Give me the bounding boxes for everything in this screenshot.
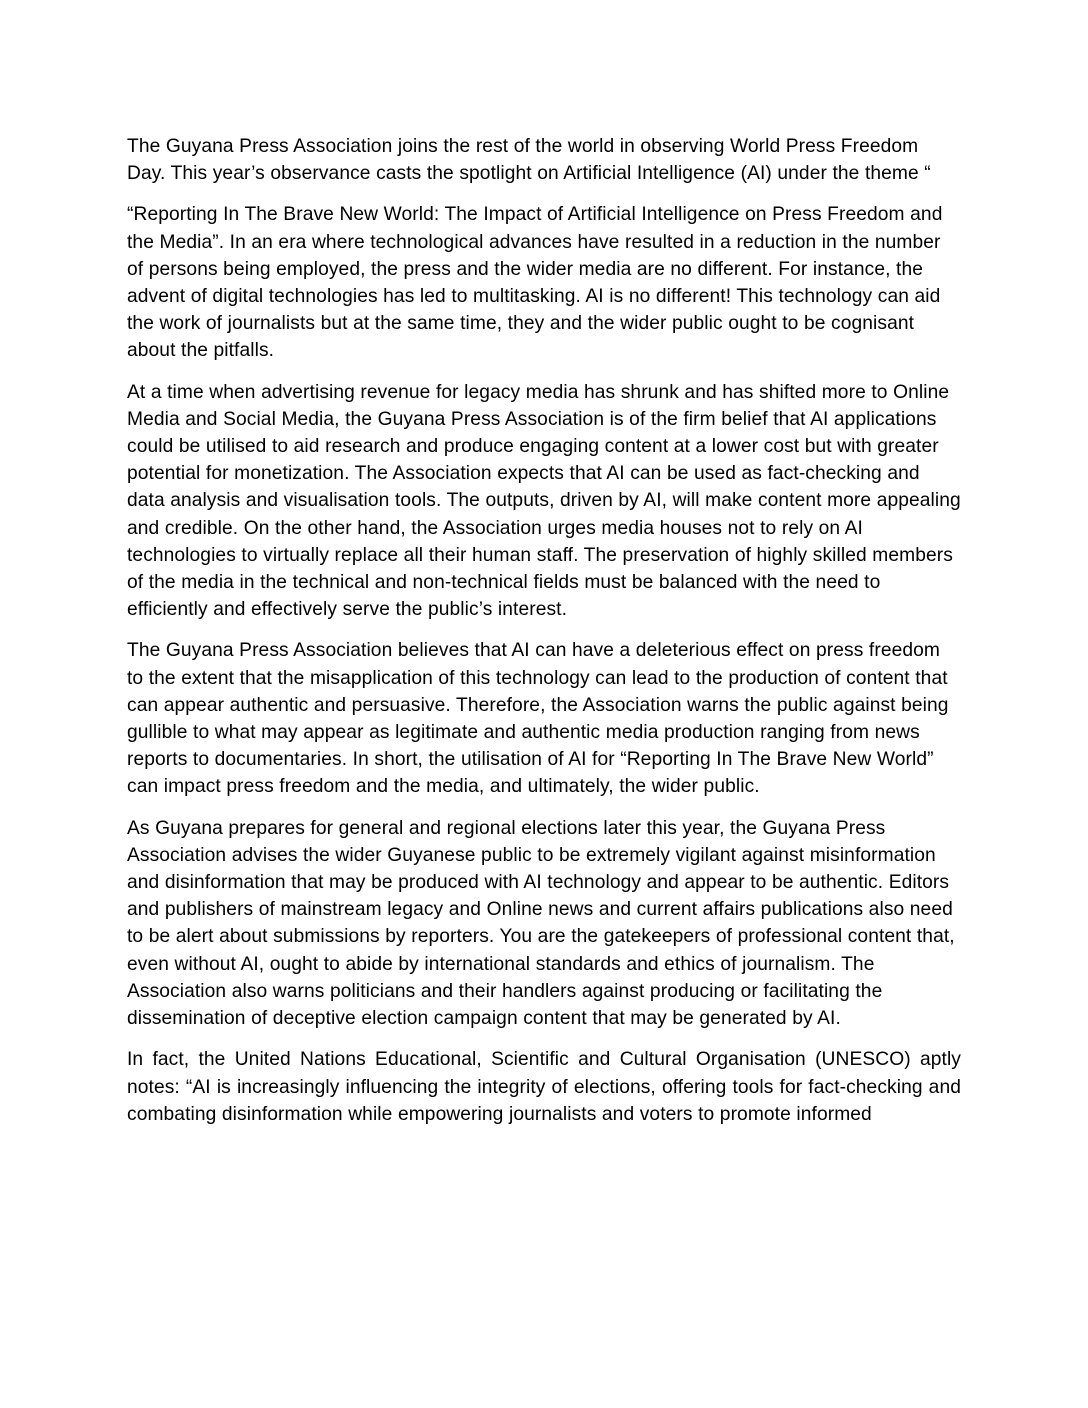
document-text-body — [127, 133, 967, 1128]
paragraph-2: “Reporting In The Brave New World: The Impact of Artificial Intelligence on Press Freedom and the Media”. In an era where technological advances have resulted in a reduction in the number of persons being employed, the press and the wider media are no different. For instance, the advent of digital technologies has led to multitasking. AI is no different! This technology can aid the work of journalists but at the same time, they and the wider public ought to be cognisant about the pitfalls. — [127, 204, 948, 362]
paragraph-4: The Guyana Press Association believes that AI can have a deleterious effect on press freedom to the extent that the misapplication of this technology can lead to the production of content that can appear authentic and persuasive. Therefore, the Association warns the public against being gullible to what may appear as legitimate and authentic media production ranging from news reports to documentaries. In short, the utilisation of AI for “Reporting In The Brave New World” can impact press freedom and the media, and ultimately, the wider public. — [127, 640, 955, 798]
paragraph-5: As Guyana prepares for general and regional elections later this year, the Guyana Press Association advises the wider Guyanese public to be extremely vigilant against misinformation and disinformation that may be produced with AI technology and appear to be authentic. Editors and publishers of mainstream legacy and Online news and current affairs publications also need to be alert about submissions by reporters. You are the gatekeepers of professional content that, even without AI, ought to abide by international standards and ethics of journalism. The Association also warns politicians and their handlers against producing or facilitating the dissemination of deceptive election campaign content that may be generated by AI. — [127, 817, 961, 1030]
paragraph-3: At a time when advertising revenue for legacy media has shrunk and has shifted more to Online Media and Social Media, the Guyana Press Association is of the firm belief that AI applications could be utilised to aid research and produce engaging content at a lower cost but with greater potential for monetization. The Association expects that AI can be used as fact-checking and data analysis and visualisation tools. The outputs, driven by AI, will make content more appealing and credible. On the other hand, the Association urges media houses not to rely on AI technologies to virtually replace all their human staff. The preservation of highly skilled members of the media in the technical and non-technical fields must be balanced with the need to efficiently and effectively serve the public’s interest. — [127, 381, 967, 621]
paragraph-1: The Guyana Press Association joins the rest of the world in observing World Press Freedom Day. This year’s observance casts the spotlight on Artificial Intelligence (AI) under the theme “ — [127, 136, 931, 185]
paragraph-6: In fact, the United Nations Educational, Scientific and Cultural Organisation (UNESCO) aptly notes: “AI is increasingly influencing the integrity of elections, offering tools for fact-checking and combating disinformation while empowering journalists and voters to promote informed — [127, 1049, 967, 1125]
